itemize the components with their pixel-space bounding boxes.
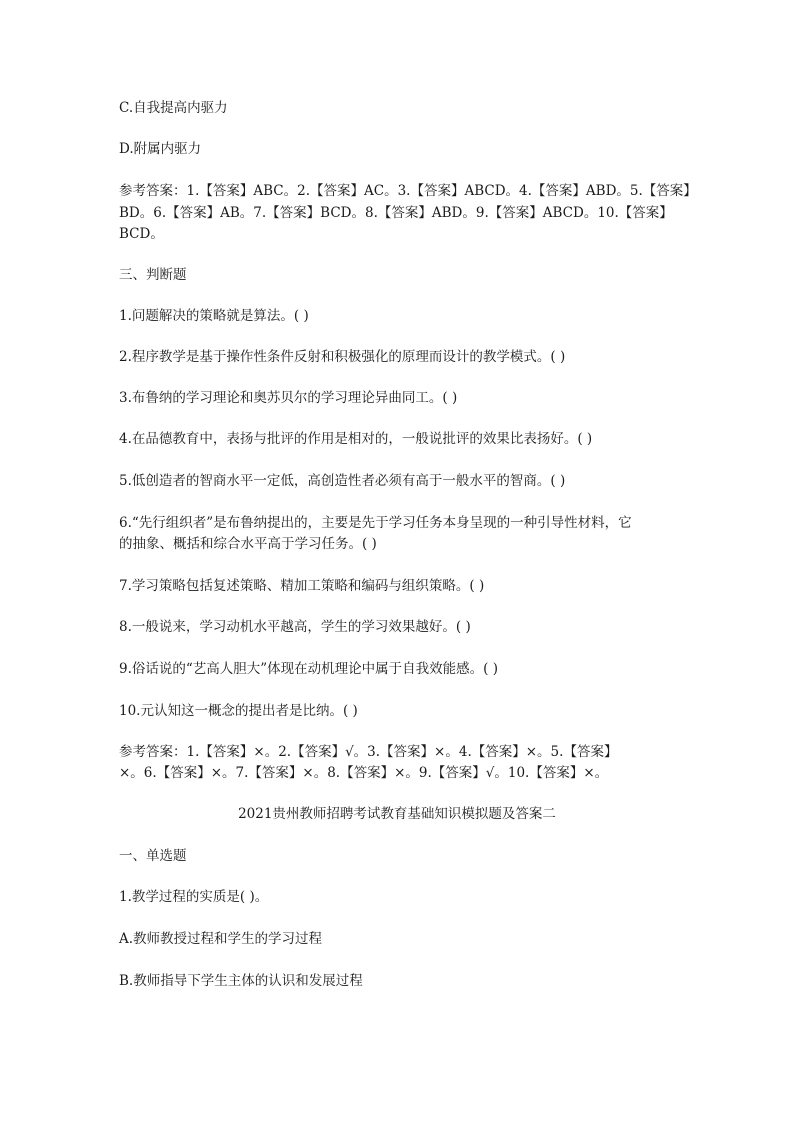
option-c: C.自我提高内驱力 (119, 100, 228, 116)
multi-answers-line-3: BCD。 (119, 226, 164, 242)
judgment-question-5: 5.低创造者的智商水平一定低，高创造性者必须有高于一般水平的智商。( ) (119, 473, 566, 489)
judgment-question-8: 8.一般说来，学习动机水平越高，学生的学习效果越好。( ) (119, 619, 471, 635)
multi-answers-line-1: 参考答案：1.【答案】ABC。2.【答案】AC。3.【答案】ABCD。4.【答案】ABD。5.【答案】 (119, 183, 697, 199)
judgment-question-6-line-1: 6.“先行组织者”是布鲁纳提出的，主要是先于学习任务本身呈现的一种引导性材料，它 (119, 515, 632, 531)
section-heading-single-choice: 一、单选题 (119, 848, 187, 864)
judgment-question-4: 4.在品德教育中，表扬与批评的作用是相对的，一般说批评的效果比表扬好。( ) (119, 431, 593, 447)
judgment-question-1: 1.问题解决的策略就是算法。( ) (119, 308, 309, 324)
section-heading-judgment: 三、判断题 (119, 267, 187, 283)
multi-answers-line-2: BD。6.【答案】AB。7.【答案】BCD。8.【答案】ABD。9.【答案】ABCD。10.【答案】 (119, 205, 673, 221)
option-d: D.附属内驱力 (119, 141, 202, 157)
single-choice-option-b: B.教师指导下学生主体的认识和发展过程 (119, 973, 363, 989)
judgment-question-7: 7.学习策略包括复述策略、精加工策略和编码与组织策略。( ) (119, 578, 485, 594)
judgment-question-10: 10.元认知这一概念的提出者是比纳。( ) (119, 703, 358, 719)
single-choice-question-1: 1.教学过程的实质是( )。 (119, 889, 269, 905)
judgment-question-3: 3.布鲁纳的学习理论和奥苏贝尔的学习理论异曲同工。( ) (119, 390, 458, 406)
judgment-question-6-line-2: 的抽象、概括和综合水平高于学习任务。( ) (119, 536, 377, 552)
judgment-answers-line-2: ×。6.【答案】×。7.【答案】×。8.【答案】×。9.【答案】√。10.【答案】×。 (119, 765, 609, 781)
single-choice-option-a: A.教师教授过程和学生的学习过程 (119, 931, 323, 947)
judgment-answers-line-1: 参考答案：1.【答案】×。2.【答案】√。3.【答案】×。4.【答案】×。5.【答案】 (119, 744, 618, 760)
judgment-question-2: 2.程序教学是基于操作性条件反射和积极强化的原理而设计的教学模式。( ) (119, 349, 566, 365)
judgment-question-9: 9.俗话说的“艺高人胆大”体现在动机理论中属于自我效能感。( ) (119, 661, 499, 677)
part-two-title: 2021贵州教师招聘考试教育基础知识模拟题及答案二 (238, 806, 556, 822)
